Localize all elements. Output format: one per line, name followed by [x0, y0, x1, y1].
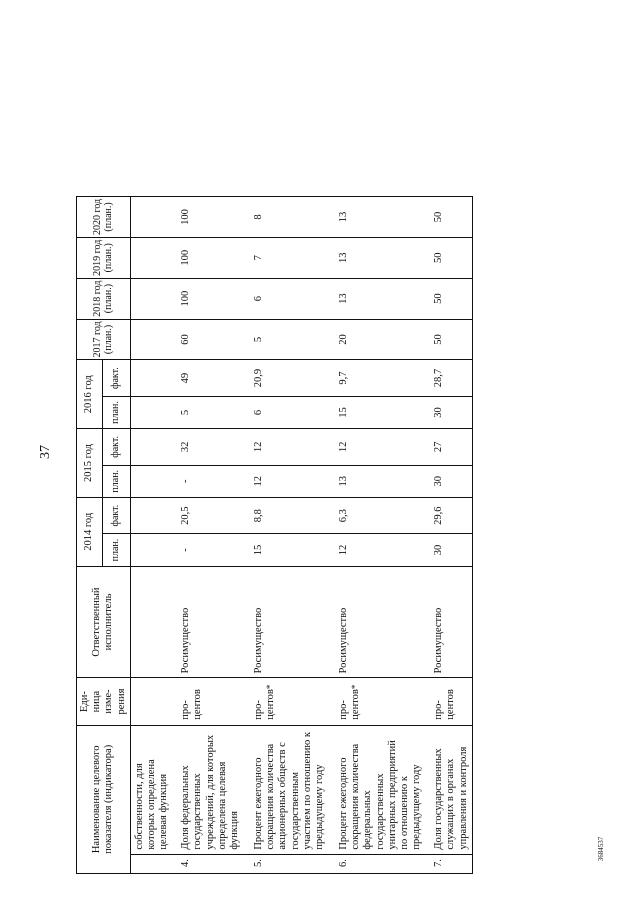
value-2020-plan: 100	[172, 197, 243, 238]
unit-text: про-центов	[433, 689, 457, 720]
indicator-name: собственности, для которых определена целевая функция	[130, 725, 172, 854]
value-2020-plan: 8	[243, 197, 328, 238]
value-2016-plan: 6	[243, 396, 328, 428]
executor-cell: Росимущество	[172, 566, 243, 678]
executor-cell: Росимущество	[425, 566, 472, 678]
header-plan-2016: план.	[102, 396, 130, 428]
header-fact-2015: факт.	[102, 429, 130, 466]
header-fact-2016: факт.	[102, 360, 130, 397]
header-year-2017: 2017 год (план.)	[77, 319, 131, 360]
value-2019-plan: 7	[243, 237, 328, 278]
table-spacer	[77, 18, 131, 197]
unit-text: про-центов	[253, 689, 277, 720]
value-2014-plan: 30	[425, 534, 472, 566]
value-2019-plan: 100	[172, 237, 243, 278]
value-2014-fact: 29,6	[425, 497, 472, 534]
value-2019-plan: 50	[425, 237, 472, 278]
value-2014-plan: 15	[243, 534, 328, 566]
value-2017-plan: 60	[172, 319, 243, 360]
header-year-2015: 2015 год	[77, 429, 103, 498]
header-year-2020: 2020 год (план.)	[77, 197, 131, 238]
value-2015-fact: 12	[243, 429, 328, 466]
value-2020-plan: 50	[425, 197, 472, 238]
value-2020-plan	[130, 197, 172, 238]
rotated-table-region	[76, 18, 636, 874]
header-fact-2014: факт.	[102, 497, 130, 534]
page-number: 37	[38, 445, 53, 459]
header-plan-2015: план.	[102, 465, 130, 497]
value-2017-plan: 20	[328, 319, 425, 360]
document-id: 3684537	[597, 836, 605, 862]
value-2015-fact	[130, 429, 172, 466]
row-number: 4.	[172, 854, 243, 873]
value-2019-plan: 13	[328, 237, 425, 278]
table-row	[172, 18, 243, 874]
unit-text: про-центов	[338, 689, 362, 720]
header-unit: Еди-ница изме-рения	[77, 678, 131, 725]
indicator-name: Доля федеральных государственных учреждений, для которых определена целевая функция	[172, 725, 243, 854]
value-2014-plan: 12	[328, 534, 425, 566]
table-row	[243, 18, 328, 874]
value-2016-plan: 30	[425, 396, 472, 428]
value-2015-fact: 12	[328, 429, 425, 466]
value-2014-fact: 6,3	[328, 497, 425, 534]
row-number: 5.	[243, 854, 328, 873]
value-2017-plan	[130, 319, 172, 360]
indicator-name: Доля государственных служащих в органах управления и контроля	[425, 725, 472, 854]
value-2016-fact: 9,7	[328, 360, 425, 397]
value-2019-plan	[130, 237, 172, 278]
value-2015-plan: 30	[425, 465, 472, 497]
header-indicator: Наименование целевого показателя (индикатора)	[77, 725, 131, 873]
value-2016-fact: 49	[172, 360, 243, 397]
value-2016-fact: 28,7	[425, 360, 472, 397]
value-2018-plan: 100	[172, 278, 243, 319]
unit-footnote-mark: *	[350, 684, 361, 690]
header-executor: Ответственный исполнитель	[77, 566, 131, 678]
value-2014-plan	[130, 534, 172, 566]
unit-cell	[328, 678, 425, 725]
value-2018-plan: 13	[328, 278, 425, 319]
value-2015-plan	[130, 465, 172, 497]
value-2015-fact: 27	[425, 429, 472, 466]
unit-cell	[172, 678, 243, 725]
value-2015-plan: 13	[328, 465, 425, 497]
unit-footnote-mark: *	[265, 684, 276, 690]
value-2014-fact	[130, 497, 172, 534]
row-number: 6.	[328, 854, 425, 873]
row-number: 7.	[425, 854, 472, 873]
unit-cell	[243, 678, 328, 725]
row-number	[130, 854, 172, 873]
value-2018-plan: 50	[425, 278, 472, 319]
value-2018-plan: 6	[243, 278, 328, 319]
table-row	[328, 18, 425, 874]
header-year-2018: 2018 год (план.)	[77, 278, 131, 319]
executor-cell	[130, 566, 172, 678]
value-2015-plan: -	[172, 465, 243, 497]
unit-text: про-центов	[180, 689, 204, 720]
value-2016-plan	[130, 396, 172, 428]
value-2014-plan: -	[172, 534, 243, 566]
value-2017-plan: 50	[425, 319, 472, 360]
value-2016-plan: 15	[328, 396, 425, 428]
executor-cell: Росимущество	[243, 566, 328, 678]
value-2018-plan	[130, 278, 172, 319]
value-2014-fact: 8,8	[243, 497, 328, 534]
table-row	[425, 18, 472, 874]
header-year-2014: 2014 год	[77, 497, 103, 566]
value-2016-plan: 5	[172, 396, 243, 428]
table-row	[130, 18, 172, 874]
value-2017-plan: 5	[243, 319, 328, 360]
executor-cell: Росимущество	[328, 566, 425, 678]
unit-cell	[425, 678, 472, 725]
unit-cell	[130, 678, 172, 725]
header-year-2019: 2019 год (план.)	[77, 237, 131, 278]
indicator-name: Процент ежегодного сокращения количества федеральных государственных унитарных предприятий по отношению к предыдущему году	[328, 725, 425, 854]
value-2014-fact: 20,5	[172, 497, 243, 534]
header-year-2016: 2016 год	[77, 360, 103, 429]
value-2020-plan: 13	[328, 197, 425, 238]
value-2016-fact	[130, 360, 172, 397]
indicators-table	[76, 18, 473, 874]
value-2015-plan: 12	[243, 465, 328, 497]
value-2015-fact: 32	[172, 429, 243, 466]
header-plan-2014: план.	[102, 534, 130, 566]
value-2016-fact: 20,9	[243, 360, 328, 397]
table-header-row	[77, 18, 103, 874]
indicator-name: Процент ежегодного сокращения количества акционерных обществ с государственным участием по отношению к предыдущему году	[243, 725, 328, 854]
